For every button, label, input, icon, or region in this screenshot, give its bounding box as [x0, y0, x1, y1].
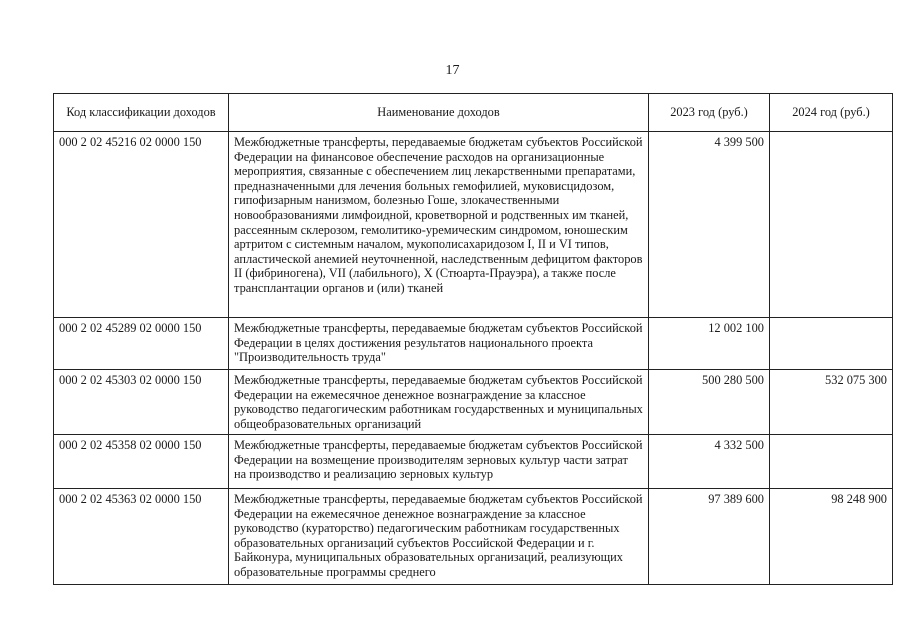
row-2023: 97 389 600 — [649, 489, 770, 585]
row-name: Межбюджетные трансферты, передаваемые бюджетам субъектов Российской Федерации на ежемесячное денежное вознаграждение за классное руководство педагогическим работникам государственных и муниципальных общеобразовательных организаций — [229, 370, 649, 435]
page-number: 17 — [445, 63, 460, 78]
row-name: Межбюджетные трансферты, передаваемые бюджетам субъектов Российской Федерации на возмещение производителям зерновых культур части затрат на производство и реализацию зерновых культур — [229, 435, 649, 489]
row-2023: 4 399 500 — [649, 132, 770, 318]
row-2024: 98 248 900 — [770, 489, 893, 585]
row-2024 — [770, 132, 893, 318]
row-code: 000 2 02 45363 02 0000 150 — [54, 489, 229, 585]
row-code: 000 2 02 45303 02 0000 150 — [54, 370, 229, 435]
row-2023: 12 002 100 — [649, 318, 770, 370]
row-code: 000 2 02 45216 02 0000 150 — [54, 132, 229, 318]
table-row — [54, 435, 893, 489]
header-code: Код классификации доходов — [54, 94, 229, 132]
header-2023: 2023 год (руб.) — [649, 94, 770, 132]
table-row — [54, 132, 893, 318]
table-row — [54, 318, 893, 370]
table-row — [54, 370, 893, 435]
row-name: Межбюджетные трансферты, передаваемые бюджетам субъектов Российской Федерации на ежемесячное денежное вознаграждение за классное руководство (кураторство) педагогическим работникам государственных образовательных организаций субъектов Российской Федерации и г. Байконура, муниципальных образовательных организаций, реализующих образовательные программы среднего — [229, 489, 649, 585]
row-2023: 4 332 500 — [649, 435, 770, 489]
row-name: Межбюджетные трансферты, передаваемые бюджетам субъектов Российской Федерации на финансовое обеспечение расходов на организационные мероприятия, связанные с обеспечением лиц лекарственными препаратами, предназначенными для лечения больных гемофилией, муковисцидозом, гипофизарным нанизмом, болезнью Гоше, злокачественными новообразованиями лимфоидной, кроветворной и родственных им тканей, рассеянным склерозом, гемолитико-уремическим синдромом, юношеским артритом с системным началом, мукополисахаридозом I, II и VI типов, апластической анемией неуточненной, наследственным дефицитом факторов II (фибриногена), VII (лабильного), X (Стюарта-Прауэра), а также после трансплантации органов и (или) тканей — [229, 132, 649, 318]
row-2024 — [770, 318, 893, 370]
table-header-row — [54, 94, 893, 132]
row-2024 — [770, 435, 893, 489]
header-2024: 2024 год (руб.) — [770, 94, 893, 132]
row-name: Межбюджетные трансферты, передаваемые бюджетам субъектов Российской Федерации в целях достижения результатов национального проекта "Производительность труда" — [229, 318, 649, 370]
row-code: 000 2 02 45289 02 0000 150 — [54, 318, 229, 370]
income-table — [53, 93, 893, 585]
row-code: 000 2 02 45358 02 0000 150 — [54, 435, 229, 489]
table-row — [54, 489, 893, 585]
row-2023: 500 280 500 — [649, 370, 770, 435]
row-2024: 532 075 300 — [770, 370, 893, 435]
header-name: Наименование доходов — [229, 94, 649, 132]
